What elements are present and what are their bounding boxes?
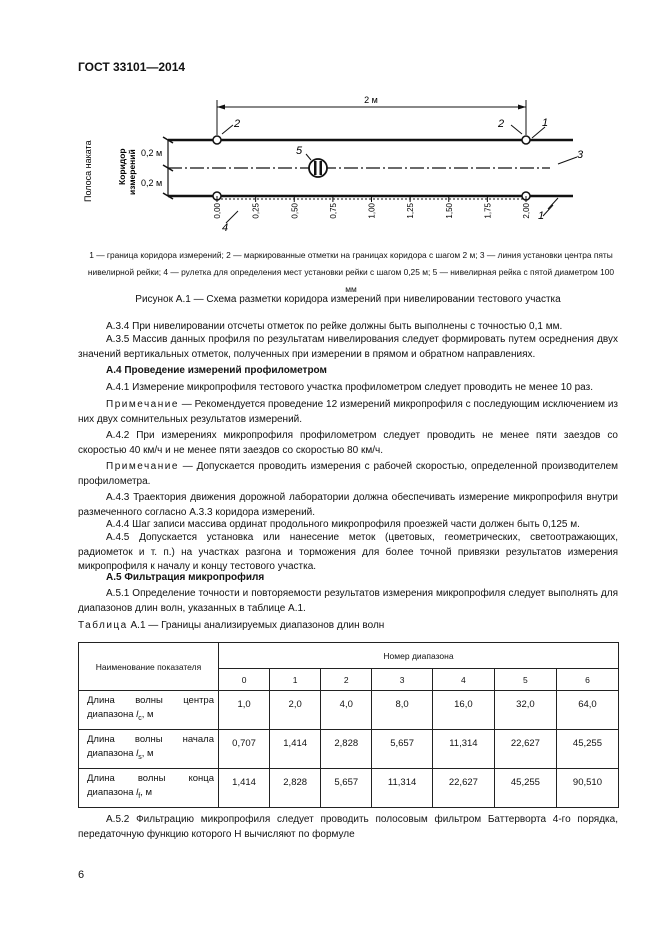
table-cell: 2,0 — [270, 691, 321, 730]
figure-caption: Рисунок А.1 — Схема разметки коридора измерений при нивелировании тестового участка — [135, 294, 561, 305]
row-label: Длина волны начала диапазона $l_s$, м — [79, 729, 219, 768]
range-number-cell: 0 — [219, 669, 270, 691]
header-param: Наименование показателя — [79, 643, 219, 691]
para-a34: А.3.4 При нивелировании отсчеты отметок по рейке должны быть выполнены с точностью 0,1 мм. — [106, 321, 563, 332]
width-label-bottom: 0,2 м — [141, 178, 163, 188]
note-word: Примечание — [106, 399, 179, 410]
para-a41: А.4.1 Измерение микропрофиля тестового участка профилометром следует проводить не менее 10 раз. — [106, 382, 593, 393]
label-measurements: измерений — [127, 149, 137, 195]
note-2 — [78, 460, 618, 489]
table-row — [79, 691, 619, 730]
wavelength-table — [78, 642, 619, 808]
table-cell: 5,657 — [321, 768, 372, 807]
table-cell: 2,828 — [321, 729, 372, 768]
callout-5: 5 — [296, 145, 303, 157]
table-cell: 16,0 — [432, 691, 494, 730]
corridor-diagram — [70, 90, 590, 240]
table-caption-text: А.1 — Границы анализируемых диапазонов длин волн — [127, 620, 385, 631]
figure-legend: 1 — граница коридора измерений; 2 — маркированные отметки на границах коридора с шагом 2 м; 3 — линия установки центра пяты нивелирной рейки; 4 — рулетка для определения мест установки рейки с шагом 0,25 м; 5 — нивелирная рейка с пятой диаметром 100 мм — [87, 250, 615, 294]
callout-2-left: 2 — [234, 118, 241, 130]
dim-label: 2 м — [364, 95, 378, 105]
para-a43: А.4.3 Траектория движения дорожной лаборатории должна обеспечивать измерение микропрофиля внутри размеченного согласно А.3.3 коридора измерений. — [78, 492, 618, 518]
table-cell: 1,414 — [270, 729, 321, 768]
table-cell: 45,255 — [556, 729, 618, 768]
range-number-cell: 6 — [556, 669, 618, 691]
tape-tick-label: 0,50 — [290, 203, 300, 219]
table-cell: 8,0 — [372, 691, 433, 730]
table-caption-word: Таблица — [78, 620, 128, 631]
range-number-cell: 1 — [270, 669, 321, 691]
tape-tick-label: 1,50 — [444, 203, 454, 219]
para-a52: А.5.2 Фильтрацию микропрофиля следует проводить полосовым фильтром Баттерворта 4-го порядка, передаточную функцию которого H вычисляют по формуле — [78, 814, 618, 840]
table-cell: 32,0 — [494, 691, 556, 730]
header-range: Номер диапазона — [219, 643, 619, 669]
table-cell: 45,255 — [494, 768, 556, 807]
table-caption — [78, 620, 384, 631]
table-cell: 1,0 — [219, 691, 270, 730]
label-corridor: Коридор — [117, 148, 127, 185]
callout-2-right: 2 — [498, 118, 505, 130]
table-cell: 4,0 — [321, 691, 372, 730]
para-a44: А.4.4 Шаг записи массива ординат продольного микропрофиля проезжей части должен быть 0,125 м. — [106, 519, 580, 530]
para-a35: А.3.5 Массив данных профиля по результатам нивелирования следует формировать путем осреднения двух значений вертикальных отметок, полученных при измерении в прямом и обратном направлениях. — [78, 334, 618, 360]
table-cell: 22,627 — [432, 768, 494, 807]
row-label: Длина волны центра диапазона $l_c$, м — [79, 691, 219, 730]
range-number-cell: 3 — [372, 669, 433, 691]
table-cell: 22,627 — [494, 729, 556, 768]
tape-tick-labels — [213, 196, 531, 219]
callout-4: 4 — [222, 222, 229, 234]
table-cell: 11,314 — [432, 729, 494, 768]
heading-a5: А.5 Фильтрация микропрофиля — [106, 572, 265, 583]
note-1-text: — Рекомендуется проведение 12 измерений микропрофиля с последующим исключением из них двух сомнительных результатов измерений. — [78, 399, 618, 425]
callout-1-bottom: 1 — [538, 210, 545, 222]
tape-tick-label: 0,25 — [251, 203, 261, 219]
table-cell: 64,0 — [556, 691, 618, 730]
tape-tick-label: 0,75 — [328, 203, 338, 219]
range-number-cell: 5 — [494, 669, 556, 691]
note-1 — [78, 398, 618, 427]
tape-tick-label: 1,00 — [367, 203, 377, 219]
para-a51: А.5.1 Определение точности и повторяемости результатов измерения микропрофиля следует выполнять для диапазонов длин волн, указанных в таблице А.1. — [78, 588, 618, 614]
tape-tick-label: 1,25 — [406, 203, 416, 219]
page-header: ГОСТ 33101—2014 — [78, 60, 186, 74]
para-a45: А.4.5 Допускается установка или нанесение меток (цветовых, геометрических, светоотражающих, радиометок и т. п.) на участках разгона и торможения для более точной привязки результатов измерения микропрофиля к началу и концу тестового участка. — [78, 532, 618, 572]
table-row — [79, 729, 619, 768]
range-number-cell: 4 — [432, 669, 494, 691]
note-2-text: — Допускается проводить измерения с рабочей скоростью, определенной производителем профилометра. — [78, 461, 618, 487]
row-label: Длина волны конца диапазона $l_f$, м — [79, 768, 219, 807]
table-cell: 90,510 — [556, 768, 618, 807]
table-cell: 5,657 — [372, 729, 433, 768]
table-cell: 2,828 — [270, 768, 321, 807]
table-cell: 11,314 — [372, 768, 433, 807]
tape-tick-label: 1,75 — [483, 203, 493, 219]
heading-a4: А.4 Проведение измерений профилометром — [106, 365, 327, 376]
tape-tick-label: 2,00 — [522, 203, 531, 219]
table-row — [79, 768, 619, 807]
table-cell: 0,707 — [219, 729, 270, 768]
page-number: 6 — [78, 869, 85, 881]
para-a42: А.4.2 При измерениях микропрофиля профилометром следует проводить не менее пяти заездов со скоростью 40 км/ч и не менее пяти заездов со скоростью 80 км/ч. — [78, 430, 618, 456]
label-rolling-strip: Полоса наката — [83, 140, 93, 202]
table-cell: 1,414 — [219, 768, 270, 807]
callout-1-top: 1 — [542, 117, 549, 129]
callout-3: 3 — [577, 149, 584, 161]
range-number-cell: 2 — [321, 669, 372, 691]
width-label-top: 0,2 м — [141, 148, 163, 158]
tape-tick-label: 0,00 — [213, 203, 222, 219]
note-word-2: Примечание — [106, 461, 179, 472]
